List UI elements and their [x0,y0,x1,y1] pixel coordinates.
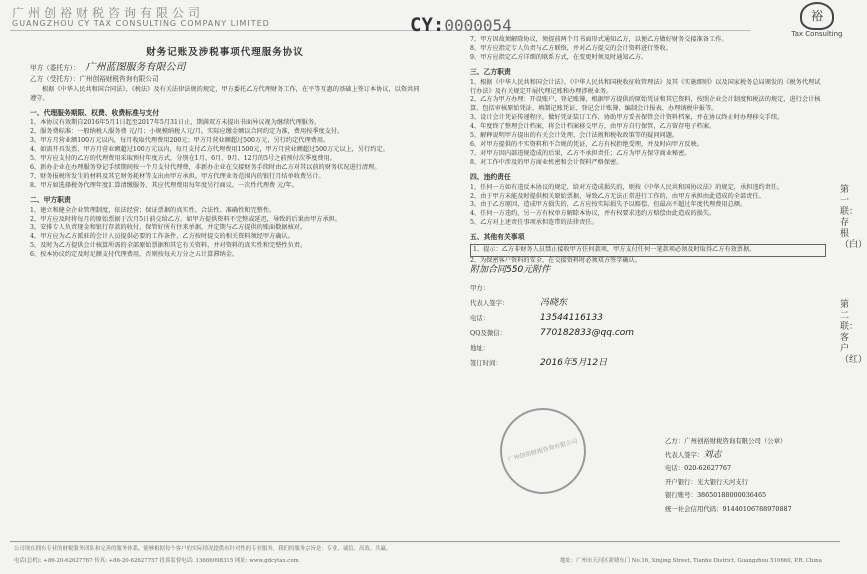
sign-rep-row [470,296,826,311]
section-2-item: 6、按本协议约定及时足额支付代理费用，否则按每天万分之五计算滞纳金。 [30,251,239,259]
section-1-item: 2、服务费标准：一般纳税人服务费 元/月；小规模纳税人元/月。实际应缴金额以合同约定为准，费用按季度支付。 [30,128,344,136]
party-b-account: 银行账号：38650188000036465 [665,491,767,499]
section-5-item: 1、提示：乙方非财务人员禁止接收甲方任何款项，甲方支付任何一笔款项必须及时取得乙方有效票据。 [470,244,826,257]
section-1-item: 1、本协议有效期自2016年5月1日起至2017年5月31日止，期满双方未提出书面异议视为继续代理服务。 [30,119,321,127]
side-label-copy-1: 第一联：存根（白） [840,185,867,250]
section-1-item: 7、财务报税所发生的材料及其它财务耗材等支出由甲方承担。甲方代理业务范围内的银行月结单收费另计。 [30,172,325,180]
section-1-item: 3、甲方月营业额100万元以内，每月收取代理费用200元；甲方月营业额超过500万元，另行约定代理费用。 [30,137,330,145]
section-5-item: 2、为保密客户资料的安全，在交接资料时必须双方签字确认。 [470,256,641,264]
sign-qq-row [470,326,826,341]
section-3-item: 7、对甲方因内部违规造成的后果，乙方不承担责任；乙方为甲方保守商业秘密。 [470,149,691,157]
document-title: 财务记账及涉税事项代理服务协议 [146,47,304,58]
party-b-rep-label: 代表人签字： [665,450,704,459]
section-4-title: 四、违约责任 [470,172,511,181]
party-b-credit-code: 统一社会信用代码：91440106788970887 [665,504,792,513]
company-seal: 广州创裕财税咨询有限公司 [490,398,595,503]
party-b-signature-block [665,435,840,516]
section-4-item: 3、由于乙方原因，造成甲方损失的，乙方应按实际损失予以赔偿，但最高不超过年度代理费用总额。 [470,201,747,209]
party-a-signature-block [470,281,826,371]
section-1-item: 5、甲方应支付的乙方的代理费用采取预付年度方式，分别在1月、6月、9月、12月的5号之前预付次季度费用。 [30,155,336,163]
logo-text: Tax Consulting [791,30,843,38]
section-3-item: 6、对甲方提供的不实资料和不合规的凭证，乙方有权拒绝受理，并及时向甲方反映。 [470,140,703,148]
sign-phone-value: 13544116133 [540,312,603,323]
section-2-item: 2、甲方应及时将每月的原始票据于次月5日前交给乙方。如甲方提供资料不完整或延迟，导致的后果由甲方承担。 [30,215,342,223]
header-divider [10,30,750,31]
section-2-item: 5、及时为乙方提供会计核算所需的全部原始票据和其它有关资料，并对资料的真实性和完整性负责。 [30,242,307,250]
sign-qq-label: QQ及微信： [470,328,507,337]
footer-address: 地址：广州市天河区新塘东门 No.16, Xinjing Street, Tianhe District, Guangzhou 510660, P.R. China [560,558,822,564]
section-1-item: 4、如需开具发票，甲方月营业额超过100万元以内，每月支付乙方代理费用1500元，甲方月营业额超过500万元以上，另行约定。 [30,146,389,154]
section-4-item: 2、由于甲方未能及时提供相关原始票据，导致乙方无法正常进行工作的，由甲方承担由此造成的全部责任。 [470,192,765,200]
sign-date-row [470,356,826,371]
party-b-rep-value: 刘志 [703,449,722,460]
right-column [470,36,826,371]
section-2-item: 4、甲方应为乙方派驻的会计人员提供必要的工作条件，乙方按时提交的相关资料须经甲方确认。 [30,233,294,241]
sign-date-label: 签订时间： [470,358,502,367]
section-3-item: 1、根据《中华人民共和国会计法》、《中华人民共和国税收征收管理法》及其《实施细则》以及国家税务总局颁发的《税务代理试行办法》及有关规定开展代理记账和办理涉税业务。 [470,78,821,95]
company-logo [775,2,859,38]
company-name-cn: 广州创裕财税咨询有限公司 [12,6,205,20]
party-a-duty-item: 9、甲方应指定乙方详细的联系方式，在变更时须及时通知乙方。 [470,53,648,61]
section-1-item: 8、甲方如选择税务代理年度汇算清缴服务，其应代理费用每年度另行商议。一次性代理费 元/年。 [30,181,298,189]
party-a-duty-item: 8、甲方应指定专人负责与乙方联络，并对乙方提交的会计资料进行签收。 [470,44,672,52]
party-b-value: 广州创裕财税咨询有限公司 [79,74,159,83]
party-b-rep-row [665,449,840,463]
section-4-item: 5、乙方对上述责任事项承担连带的法律责任。 [470,219,598,227]
section-5-title: 五、其他有关事项 [470,233,525,242]
sign-address-label: 地址： [470,343,490,352]
party-b-sign-label: 乙方：广州创裕财税咨询有限公司（公章） [665,437,787,445]
footer-divider [10,541,840,542]
party-a-value: 广州蓝图服务有限公司 [85,61,186,73]
intro-paragraph: 根据《中华人民共和国合同法》、《税法》及有关法律法规的规定，甲方委托乙方代理财务工作，在平等互惠的基础上签订本协议，以资共同遵守。 [30,85,420,102]
party-b [30,75,420,84]
section-2-item: 1、建立和健全企业管理制度，依法经营；保证票据的真实性、合法性、准确性和完整性。 [30,206,276,214]
section-2-item: 3、安排专人负责现金和银行存款的收付，保管好所有往来单据，并定期与乙方提供的账面数据核对。 [30,224,307,232]
sign-party-row [470,281,826,296]
left-column [30,36,420,260]
sign-party-label: 甲方： [470,283,490,292]
section-3-title: 三、乙方职责 [470,67,511,76]
company-name-en: GUANGZHOU CY TAX CONSULTING COMPANY LIMITED [12,19,270,28]
serial-prefix: CY: [410,14,445,36]
section-1-title: 一、代理服务期限、权费、收费标准与支付 [30,108,160,117]
party-b-bank: 开户银行：光大银行天河支行 [665,477,749,486]
serial-value: 0000054 [444,16,512,35]
sign-date-value: 2016年5月12日 [540,357,608,368]
sign-rep-label: 代表人签字： [470,298,509,307]
section-4-item: 4、任何一方违约，另一方有权单方解除本协议，并有权要求违约方赔偿由此造成的损失。 [470,210,716,218]
section-3-item: 8、对工作中涉及的甲方商业机密和会计资料严格保密。 [470,158,623,166]
logo-mark-icon: 裕 [800,2,834,30]
section-3-item: 3、设计会计凭证传递程序，做好凭证装订工作，协助甲方妥善保管会计资料档案，并在协议终止时办理移交手续。 [470,114,784,122]
footer-slogan: 公司现在拥有专业的财税服务团队和完善的服务体系，能够根据每个客户的实际情况提供有针对性的专业服务，我们的服务宗旨是：专业、诚信、高效、共赢。 [14,546,392,552]
party-b-label: 乙方（受托方）： [30,74,80,83]
sign-phone-label: 电话： [470,313,490,322]
sign-address-row [470,341,826,356]
section-1-item: 6、新办企业在办理服务登记手续期间按一个月支付代理费，非新办企业在交接财务手续时由乙方对其以前的财务状况进行清理。 [30,163,381,171]
section-3-item: 4、年度终了整理会计档案，将会计档案移交甲方，由甲方自行保管，乙方留存电子档案。 [470,123,716,131]
section-3-item: 2、乙方为甲方办理：开设账户、登记账簿，根据甲方提供的原始凭证和其它资料，按照企业会计制度和税法的规定，进行会计核算，包括审核原始凭证、填制记账凭证、登记会计账簿、编制会计报表、办理纳税申报等。 [470,96,821,113]
side-label-copy-2: 第二联：客户（红） [840,300,867,365]
party-a-label: 甲方（委托方）： [30,63,80,72]
sign-phone-row [470,311,826,326]
section-3-item: 5、解释说明甲方提出的有关会计处理、会计法规和税收政策等的疑问问题。 [470,132,679,140]
section-4-item: 1、任何一方如有违反本协议的规定，给对方造成损失的，则按《中华人民共和国协议法》的规定，承担违约责任。 [470,183,784,191]
sign-rep-value: 冯晓东 [540,297,568,308]
handwritten-note: 附加合同550元附件 [470,264,551,275]
party-a [30,61,420,73]
party-a-duty-item: 7、甲方因故须解除协议，须提前两个月书面形式通知乙方，以便乙方做好财务交接准备工作。 [470,36,728,43]
sign-qq-value: 770182833@qq.com [540,327,635,338]
section-2-title: 二、甲方职责 [30,195,71,204]
footer-contact: 电话(总机): +86-20-62627767 传真: +86-20-62627757 投诉监督电话: 13666098315 网址: www.gdcytax.com [14,558,299,564]
serial-number [410,14,512,36]
party-b-phone: 电话：020-62627767 [665,464,732,472]
